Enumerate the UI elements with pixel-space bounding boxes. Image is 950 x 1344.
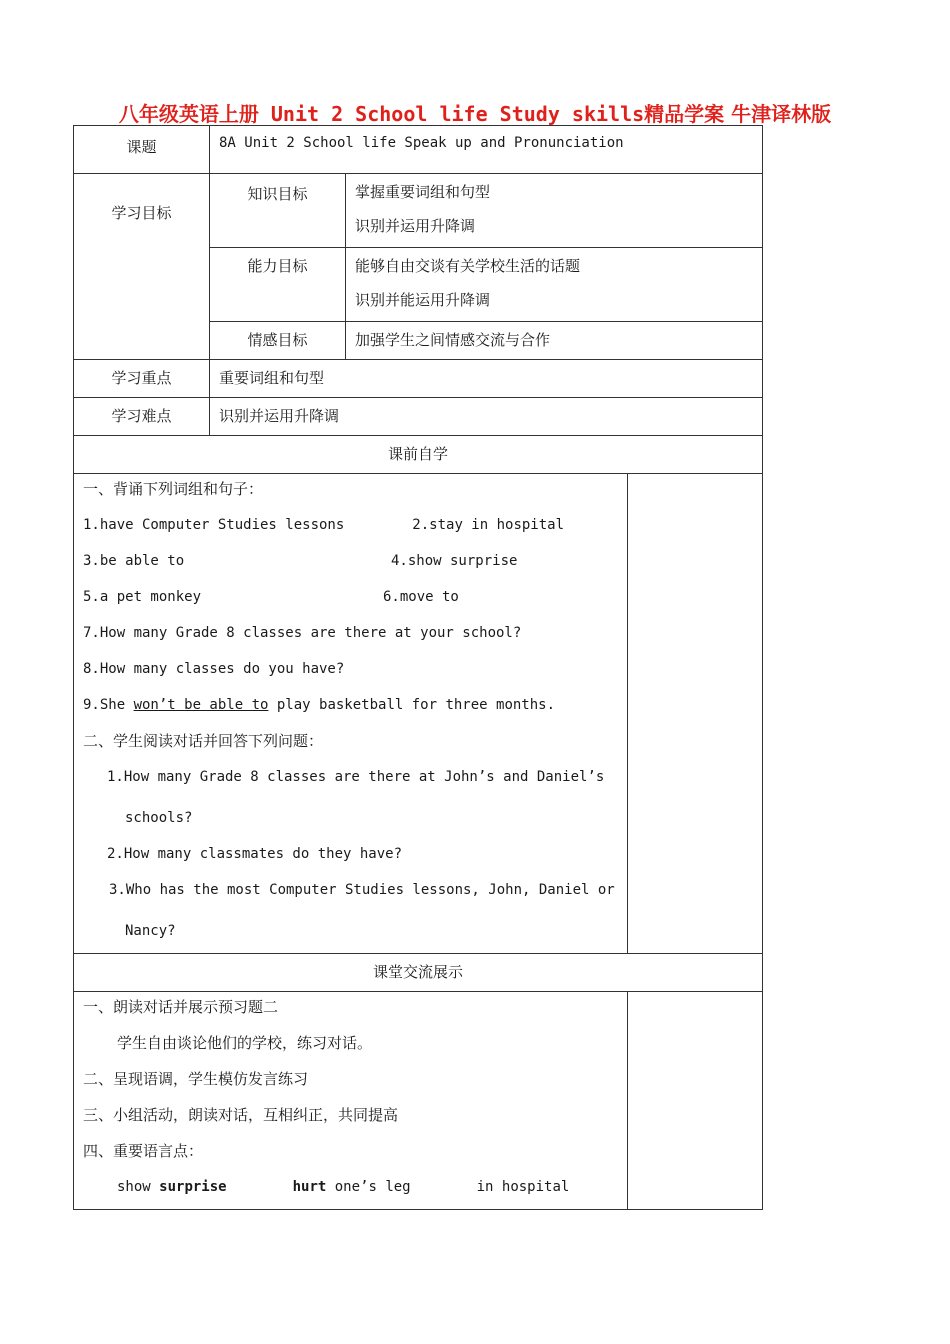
- phrase-row-2: [83, 543, 627, 579]
- goals-label: 学习目标: [74, 174, 210, 360]
- phrase-6: 6.move to: [383, 589, 459, 605]
- question-1b: schools?: [125, 810, 193, 826]
- difficulty-label: 学习难点: [74, 398, 210, 436]
- knowledge-goal-row: [74, 174, 763, 248]
- sentence-8: 8.How many classes do you have?: [83, 661, 345, 677]
- title-en-middle: Unit 2 School life Study skills: [270, 102, 645, 126]
- sentence-9: 9.She won’t be able to play basketball for three months.: [83, 697, 556, 713]
- ability-goal-content: [346, 248, 763, 322]
- classroom-step-4: 四、重要语言点：: [83, 1142, 204, 1160]
- phrase-row-3: [83, 579, 627, 615]
- sentence-7: 7.How many Grade 8 classes are there at your school?: [83, 625, 522, 641]
- ability-goal-label: 能力目标: [210, 248, 346, 322]
- classroom-content: [74, 992, 628, 1210]
- phrase-3: 3.be able to: [83, 553, 185, 569]
- classroom-step-3: 三、小组活动，朗读对话，互相纠正，共同提高: [83, 1106, 399, 1124]
- phrase-1: 1.have Computer Studies lessons: [83, 517, 345, 533]
- key-points-value: 重要词组和句型: [210, 360, 763, 398]
- question-2: 2.How many classmates do they have?: [107, 846, 403, 862]
- preview-header-row: [74, 436, 763, 474]
- emotion-goal-label: 情感目标: [210, 322, 346, 360]
- preview-section-2: 二、学生阅读对话并回答下列问题：: [83, 732, 324, 750]
- knowledge-goal-1: 掌握重要词组和句型: [355, 183, 491, 201]
- preview-header: 课前自学: [74, 436, 763, 474]
- question-3b: Nancy?: [125, 923, 176, 939]
- knowledge-goal-content: [346, 174, 763, 248]
- difficulty-row: [74, 398, 763, 436]
- preview-content: [74, 474, 628, 954]
- title-cn-right: 精品学案 牛津译林版: [644, 102, 832, 126]
- classroom-step-1: 一、朗读对话并展示预习题二: [83, 998, 279, 1016]
- classroom-notes-cell: [628, 992, 763, 1210]
- classroom-step-1-detail: 学生自由谈论他们的学校，练习对话。: [117, 1034, 373, 1052]
- classroom-step-2: 二、呈现语调，学生模仿发言练习: [83, 1070, 309, 1088]
- keyword-hurt: hurt: [292, 1179, 327, 1195]
- topic-row: [74, 126, 763, 174]
- phrase-4: 4.show surprise: [391, 553, 518, 569]
- language-points: show surprise hurt one’s leg in hospital: [117, 1179, 570, 1195]
- preview-content-row: [74, 474, 763, 954]
- preview-notes-cell: [628, 474, 763, 954]
- topic-value: 8A Unit 2 School life Speak up and Pronunciation: [210, 126, 763, 174]
- ability-goal-1: 能够自由交谈有关学校生活的话题: [355, 257, 581, 275]
- lesson-plan-table: [73, 125, 763, 1210]
- topic-label: 课题: [74, 126, 210, 174]
- knowledge-goal-2: 识别并运用升降调: [355, 217, 476, 235]
- classroom-content-row: [74, 992, 763, 1210]
- knowledge-goal-label: 知识目标: [210, 174, 346, 248]
- underlined-phrase: won’t be able to: [133, 697, 269, 713]
- classroom-header-row: [74, 954, 763, 992]
- question-3a: 3.Who has the most Computer Studies lessons, John, Daniel or: [109, 882, 615, 898]
- ability-goal-2: 识别并能运用升降调: [355, 291, 491, 309]
- classroom-header: 课堂交流展示: [74, 954, 763, 992]
- phrase-5: 5.a pet monkey: [83, 589, 202, 605]
- question-1a: 1.How many Grade 8 classes are there at John’s and Daniel’s: [107, 769, 605, 785]
- emotion-goal-content: [346, 322, 763, 360]
- phrase-row-1: [83, 507, 627, 543]
- preview-section-1: 一、背诵下列词组和句子：: [83, 480, 264, 498]
- phrase-2: 2.stay in hospital: [412, 517, 565, 533]
- keyword-surprise: surprise: [159, 1179, 227, 1195]
- difficulty-value: 识别并运用升降调: [210, 398, 763, 436]
- key-points-label: 学习重点: [74, 360, 210, 398]
- key-points-row: [74, 360, 763, 398]
- emotion-goal-1: 加强学生之间情感交流与合作: [355, 331, 551, 349]
- phrase-in-hospital: in hospital: [476, 1179, 570, 1195]
- title-cn-left: 八年级英语上册: [118, 102, 259, 126]
- document-title: [0, 98, 950, 127]
